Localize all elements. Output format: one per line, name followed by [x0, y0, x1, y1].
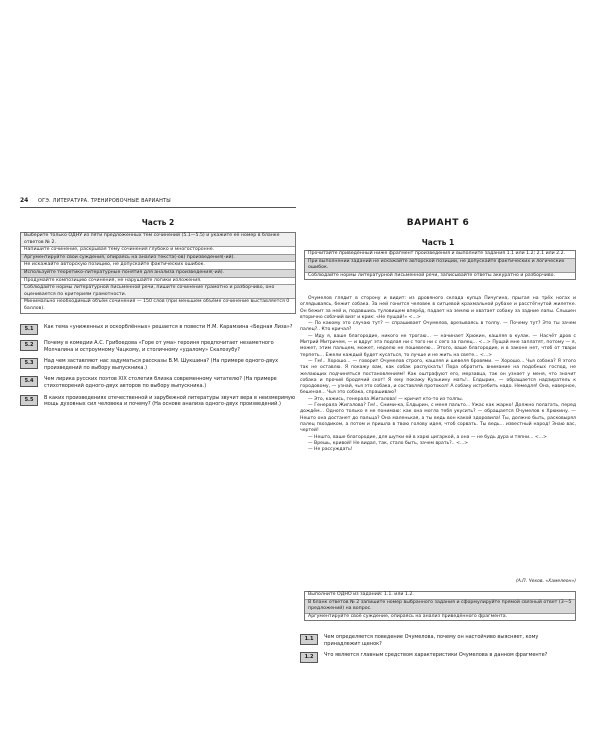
instruction-line: Аргументируйте свои суждения, опираясь на анализ текста(-ов) произведения(-ий).: [21, 255, 295, 263]
instruction-line: Аргументируйте своё суждение, опираясь на анализ приведённого фрагмента.: [308, 613, 508, 619]
task-number: 1.1: [300, 634, 318, 645]
reading-instructions-box: [304, 250, 576, 280]
part-title: Часть 2: [141, 218, 175, 227]
task-instructions-box: [304, 591, 576, 621]
task-number: 1.2: [300, 652, 318, 663]
list-item: [20, 340, 296, 353]
instruction-line: Выполните ОДНО из заданий: 1.1. или 1.2.: [305, 592, 575, 600]
instruction-line: Выберите только ОДНУ из пяти предложенных тем сочинений (5.1—5.5) и укажите её номер в бланке ответов № 2.: [21, 233, 295, 247]
instruction-line: В бланк ответов № 2 запишите номер выбранного задания и сформулируйте прямой связный ответ (3—5 предложений) на вопрос.: [305, 600, 575, 614]
excerpt-paragraph: — Не рассуждать!: [308, 447, 353, 453]
question-list: [300, 634, 576, 668]
list-item: [20, 324, 296, 335]
task-text: Как тема «униженных и оскорблённых» решается в повести Н.М. Карамзина «Бедная Лиза»?: [44, 324, 293, 330]
excerpt-paragraph: — Нешто, ваше благородие, для шутки ей в харю цигаркой, а она — не будь дура и тяпни... <...>: [308, 434, 548, 440]
instruction-line: Соблюдайте нормы литературной письменной речи, пишите сочинение грамотно и разборчиво, оно оценивается по критериям грамотности.: [21, 285, 295, 299]
instruction-line: Минимально необходимый объём сочинения — 150 слов (при меньшем объёме сочинение выставляется 0 баллов).: [24, 299, 290, 311]
task-text: Почему в комедии А.С. Грибоедова «Горе от ума» героиня предпочитает незаметного Молчалина и остроумному Чацкому, и столичному «удалому» Скалозубу?: [44, 340, 274, 353]
left-page: [20, 196, 300, 716]
list-item: [20, 395, 296, 408]
instruction-line: Прочитайте приведённый ниже фрагмент произведения и выполните задания 1.1 или 1.2; 2.1 или 2.2.: [305, 251, 575, 259]
instruction-line: Соблюдайте нормы литературной письменной речи, записывайте ответы аккуратно и разборчиво.: [308, 272, 555, 278]
running-head: [20, 196, 296, 208]
variant-title: ВАРИАНТ 6: [406, 218, 470, 228]
task-text: Что является главным средством характеристики Очумелова в данном фрагменте?: [324, 652, 548, 659]
task-number: 5.2: [20, 340, 38, 351]
excerpt-paragraph: Очумелов глядит в сторону и видит: из дровяного склада купца Пичугина, прыгая на трёх ногах и оглядываясь, бежит собака. За ней гонится человек в ситцевой крахмальной рубахе и расстёгнутой жилетке. Он бежит за ней и, подавшись туловищем вперёд, падает на землю и хватает собаку за задние лапы. Слышен вторично собачий визг и крик: «Не пущай!» <...>: [300, 296, 576, 320]
list-item: [300, 634, 576, 647]
instructions-box: [20, 232, 296, 314]
running-head-title: ОГЭ. ЛИТЕРАТУРА. ТРЕНИРОВОЧНЫЕ ВАРИАНТЫ: [37, 198, 171, 204]
list-item: [20, 358, 296, 371]
literary-excerpt: [300, 296, 576, 453]
task-text: Чем определяется поведение Очумелова, почему он настойчиво выясняет, кому принадлежит щенок?: [324, 634, 539, 647]
instruction-line: Используйте теоретико-литературные понятия для анализа произведения(-ий).: [21, 270, 295, 278]
essay-topics: [20, 324, 296, 413]
excerpt-paragraph: — Это, кажись, генерала Жигалова! — кричит кто-то из толпы.: [308, 396, 464, 402]
task-text: В каких произведениях отечественной и зарубежной литературы звучит вера в неизмеримую мощь духовных сил человека и почему? (На основе анализа одного-двух произведений.): [44, 394, 296, 408]
task-number: 5.4: [20, 376, 38, 387]
excerpt-paragraph: — Врешь, кривой! Не видал, так, стало быть, зачем врать?.. <...>: [308, 440, 469, 446]
excerpt-paragraph: — Гм!.. Хорошо... — говорит Очумелов строго, кашляя и шевеля бровями. — Хорошо... Чья собака? Я этого так не оставлю. Я покажу вам, как собак распускать! Пора обратить внимание на подобных господ, не желающих подчиняться постановлениям! Как оштрафуют его, мерзавца, так он узнает у меня, что значит собака и прочий бродячий скот! Я ему покажу Кузькину мать!.. Елдырин, — обращается надзиратель к городовому, — узнай, чья это собака, и составляй протокол! А собаку истребить надо. Немедля! Она, наверное, бешеная... Чья это собака, спрашиваю?: [300, 358, 576, 396]
excerpt-paragraph: — Иду я, ваше благородие, никого не трогаю... — начинает Хрюкин, кашляя в кулак. — Насчёт дров с Митрий Митричем, — и вдруг эта подлая ни с того ни с сего за палец... <...> Пущай мне заплатят, потому — я, может, этим пальцем, может, неделю не пошевелю... Этого, ваше благородие, и в законе нет, чтоб от твари терпеть... Ежели каждый будет кусаться, то лучше и не жить на свете... <...>: [300, 333, 576, 358]
right-page: [300, 196, 580, 716]
instruction-line: При выполнении заданий не искажайте авторской позиции, не допускайте фактических и логических ошибок.: [305, 259, 575, 273]
excerpt-paragraph: — Генерала Жигалова? Гм!.. Сними-ка, Елдырин, с меня пальто... Ужас как жарко! Должно полагать, перед дождём... Одного только я не понимаю: как она могла тебя укусить? — обращается Очумелов к Хрюкину. — Нешто она достанет до пальца? Она маленькая, а ты ведь вон какой здоровила! Ты, должно быть, расковырял палец гвоздиком, а потом и пришла в твою голову идея, чтоб сорвать. Ты ведь... известный народ! Знаю вас, чертей!: [300, 403, 576, 434]
excerpt-paragraph: — По какому это случаю тут? — спрашивает Очумелов, врезываясь в толпу. — Почему тут? Это ты зачем палец?.. Кто кричал?: [300, 321, 576, 333]
page-number: 24: [20, 197, 29, 204]
instruction-line: Не искажайте авторскую позицию, не допускайте фактических ошибок.: [21, 262, 295, 270]
task-number: 5.5: [20, 395, 38, 406]
list-item: [20, 376, 296, 389]
task-text: Над чем заставляют нас задуматься рассказы В.М. Шукшина? (На примере одного-двух произведений по выбору выпускника.): [44, 358, 279, 371]
task-text: Чем лирика русских поэтов XIX столетия близка современному читателю? (На примере стихотворений одного-двух авторов по выбору выпускника.): [44, 376, 277, 389]
task-number: 5.1: [20, 324, 38, 335]
list-item: [300, 652, 576, 663]
task-number: 5.3: [20, 358, 38, 369]
instruction-line: Напишите сочинение, раскрывая тему сочинения глубоко и многосторонне.: [21, 247, 295, 255]
instruction-line: Продумайте композицию сочинения, не нарушайте логики изложения.: [21, 278, 295, 286]
excerpt-source: (А.П. Чехов. «Хамелеон»): [516, 579, 576, 584]
part-title: Часть 1: [421, 238, 455, 247]
